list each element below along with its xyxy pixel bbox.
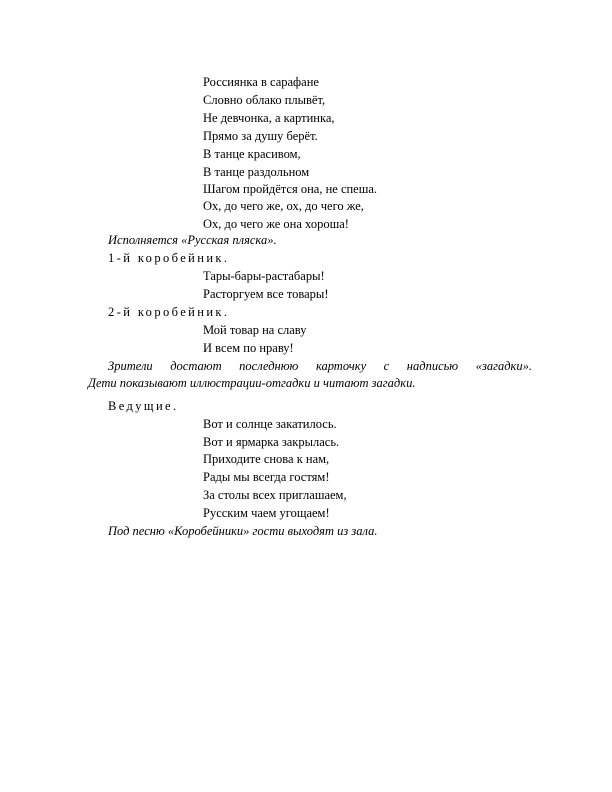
verse-line: Приходите снова к нам, (203, 452, 330, 466)
verse-line: В танце красивом, (203, 147, 301, 161)
speaker-name: Ведущие. (108, 399, 179, 413)
verse-line: Ох, до чего же, ох, до чего же, (203, 199, 364, 213)
stage-direction-line: Дети показывают иллюстрации-отгадки и читают загадки. (88, 376, 416, 390)
verse-line: В танце раздольном (203, 165, 310, 179)
verse-line: Мой товар на славу (203, 323, 307, 337)
verse-line: Русским чаем угощаем! (203, 506, 330, 520)
verse-line: Ох, до чего же она хороша! (203, 217, 349, 231)
verse-line: Расторгуем все товары! (203, 287, 329, 301)
speaker-name: 1-й коробейник. (108, 251, 230, 265)
verse-line: Рады мы всегда гостям! (203, 470, 330, 484)
stage-direction-paragraph (88, 358, 532, 392)
stage-direction-line: Зрители достают последнюю карточку с надписью «загадки». (108, 359, 532, 373)
verse-line: Вот и солнце закатилось. (203, 417, 337, 431)
verse-line: Тары-бары-растабары! (203, 269, 325, 283)
verse-line: За столы всех приглашаем, (203, 488, 347, 502)
verse-line: Прямо за душу берёт. (203, 129, 318, 143)
stage-direction: Исполняется «Русская пляска». (108, 233, 277, 247)
verse-line: Шагом пройдётся она, не спеша. (203, 182, 378, 196)
verse-line: Вот и ярмарка закрылась. (203, 435, 340, 449)
verse-line: Словно облако плывёт, (203, 93, 326, 107)
verse-line: Россиянка в сарафане (203, 75, 319, 89)
stage-direction: Под песню «Коробейники» гости выходят из зала. (108, 524, 378, 538)
speaker-name: 2-й коробейник. (108, 305, 230, 319)
verse-line: Не девчонка, а картинка, (203, 111, 335, 125)
verse-line: И всем по нраву! (203, 341, 294, 355)
